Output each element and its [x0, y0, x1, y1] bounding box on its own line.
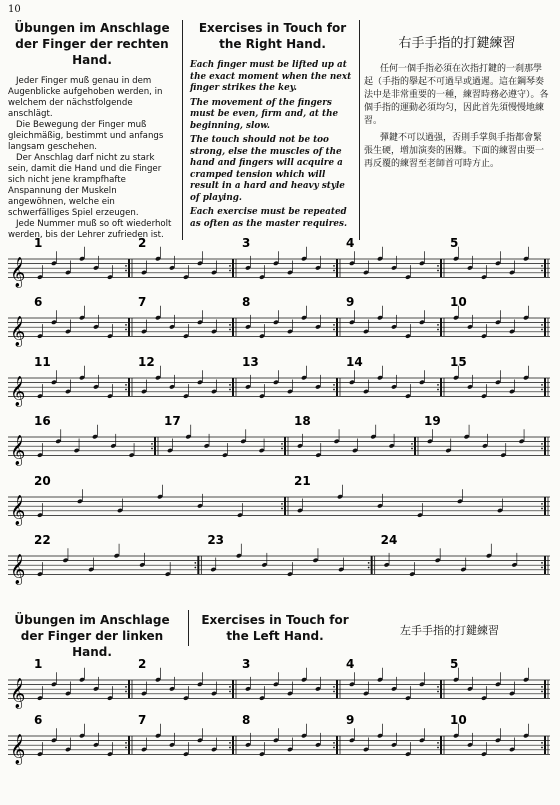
repeat-dot: [541, 508, 543, 510]
exercise-number: 2: [138, 236, 147, 250]
repeat-dot: [125, 389, 127, 391]
exercise-number: 22: [34, 533, 51, 547]
repeat-dot: [333, 742, 335, 744]
treble-clef-icon: 𝄞: [10, 257, 26, 288]
exercise-number: 8: [242, 295, 251, 309]
treble-clef-icon: 𝄞: [10, 435, 26, 466]
exercise-number: 5: [450, 657, 459, 671]
exercise-number: 6: [34, 295, 43, 309]
exercise-number: 2: [138, 657, 147, 671]
repeat-dot: [125, 384, 127, 386]
treble-clef-icon: 𝄞: [10, 554, 26, 585]
exercise-number: 20: [34, 474, 51, 488]
repeat-dot: [151, 443, 153, 445]
repeat-dot: [333, 686, 335, 688]
exercise-number: 9: [346, 713, 355, 727]
repeat-dot: [125, 747, 127, 749]
treble-clef-icon: 𝄞: [10, 376, 26, 407]
exercise-number: 3: [242, 236, 251, 250]
treble-clef-icon: 𝄞: [10, 734, 26, 765]
exercise-number: 7: [138, 295, 147, 309]
repeat-dot: [229, 324, 231, 326]
repeat-dot: [541, 747, 543, 749]
repeat-dot: [541, 686, 543, 688]
exercise-number: 24: [380, 533, 398, 547]
repeat-dot: [368, 562, 370, 564]
repeat-dot: [281, 503, 283, 505]
repeat-dot: [541, 742, 543, 744]
exercise-number: 9: [346, 295, 355, 309]
repeat-dot: [541, 562, 543, 564]
repeat-dot: [194, 562, 196, 564]
exercise-number: 14: [346, 355, 363, 369]
repeat-dot: [437, 742, 439, 744]
repeat-dot: [411, 448, 413, 450]
exercise-number: 23: [207, 533, 225, 547]
repeat-dot: [229, 389, 231, 391]
heading-english-left: Exercises in Touch for the Left Hand.: [201, 613, 349, 643]
repeat-dot: [333, 324, 335, 326]
exercise-number: 13: [242, 355, 259, 369]
english-paragraph: The movement of the fingers must be even, firm and, at the beginning, slow.: [190, 97, 339, 131]
repeat-dot: [229, 265, 231, 267]
german-paragraph: Jeder Finger muß genau in dem Augenblicke aufgehoben werden, in welchem der nächstfolgende anschlägt.: [8, 76, 163, 119]
page-number: 10: [8, 4, 21, 15]
repeat-dot: [333, 389, 335, 391]
repeat-dot: [437, 686, 439, 688]
repeat-dot: [229, 329, 231, 331]
exercise-number: 1: [34, 236, 43, 250]
repeat-dot: [229, 691, 231, 693]
repeat-dot: [125, 324, 127, 326]
repeat-dot: [437, 270, 439, 272]
repeat-dot: [333, 691, 335, 693]
exercise-number: 8: [242, 713, 251, 727]
exercise-number: 16: [34, 414, 51, 428]
repeat-dot: [229, 384, 231, 386]
repeat-dot: [229, 270, 231, 272]
repeat-dot: [281, 508, 283, 510]
exercise-number: 12: [138, 355, 155, 369]
chinese-paragraph: 任何一個手指必須在次指打鍵的一刹那學起（手指的擧起不可過早或過遲。這在鋼琴奏法中是非常重要的一種，練習時務必遵守）。各個手指的運動必須均匀，因此首先須慢慢地練習。: [364, 64, 549, 126]
exercise-number: 15: [450, 355, 467, 369]
repeat-dot: [541, 389, 543, 391]
chinese-paragraph: 彈鍵不可以過强，否則手掌與手指都會緊張生硬，增加演奏的困難。下面的練習由要一再反覆的練習至老師首可時方止。: [364, 133, 545, 169]
english-paragraph: Each finger must be lifted up at the exact moment when the next finger strikes the key.: [190, 60, 352, 93]
exercise-number: 11: [34, 355, 51, 369]
exercise-number: 10: [450, 295, 467, 309]
heading-german-right: Übungen im Anschlage der Finger der rechten Hand.: [14, 21, 170, 67]
exercise-number: 18: [294, 414, 311, 428]
repeat-dot: [333, 384, 335, 386]
exercise-number: 21: [294, 474, 311, 488]
german-paragraph: Die Bewegung der Finger muß gleichmäßig, bestimmt und anfangs langsam geschehen.: [8, 120, 164, 152]
repeat-dot: [437, 384, 439, 386]
exercise-number: 10: [450, 713, 467, 727]
repeat-dot: [333, 329, 335, 331]
treble-clef-icon: 𝄞: [10, 678, 26, 709]
repeat-dot: [229, 747, 231, 749]
exercise-number: 1: [34, 657, 43, 671]
english-paragraph: The touch should not be too strong, else the muscles of the hand and fingers will acquire a cramped tension which will result in a hard and heavy style of playing.: [190, 135, 345, 203]
heading-german-left: Übungen im Anschlage der Finger der linken Hand.: [14, 613, 170, 659]
repeat-dot: [281, 448, 283, 450]
exercise-number: 6: [34, 713, 43, 727]
repeat-dot: [541, 448, 543, 450]
repeat-dot: [541, 567, 543, 569]
repeat-dot: [541, 324, 543, 326]
repeat-dot: [125, 691, 127, 693]
heading-chinese-right: 右手手指的打鍵練習: [398, 36, 516, 51]
treble-clef-icon: 𝄞: [10, 316, 26, 347]
repeat-dot: [125, 270, 127, 272]
repeat-dot: [541, 270, 543, 272]
repeat-dot: [437, 329, 439, 331]
repeat-dot: [333, 747, 335, 749]
repeat-dot: [281, 443, 283, 445]
english-paragraph: Each exercise must be repeated as often as the master requires.: [190, 207, 348, 229]
exercise-number: 4: [346, 657, 355, 671]
repeat-dot: [194, 567, 196, 569]
repeat-dot: [437, 747, 439, 749]
heading-english-right: Exercises in Touch for the Right Hand.: [198, 21, 347, 51]
repeat-dot: [333, 270, 335, 272]
repeat-dot: [125, 329, 127, 331]
repeat-dot: [125, 742, 127, 744]
german-paragraph: Der Anschlag darf nicht zu stark sein, damit die Hand und die Finger sich nicht jene krampfhafte Anspannung der Muskeln angewöhnen, welche ein schwerfälliges Spiel erzeugen.: [8, 153, 162, 218]
exercise-number: 7: [138, 713, 147, 727]
repeat-dot: [541, 443, 543, 445]
exercise-number: 4: [346, 236, 355, 250]
exercise-number: 5: [450, 236, 459, 250]
repeat-dot: [541, 503, 543, 505]
repeat-dot: [541, 265, 543, 267]
repeat-dot: [437, 324, 439, 326]
repeat-dot: [151, 448, 153, 450]
repeat-dot: [125, 265, 127, 267]
exercise-number: 19: [424, 414, 441, 428]
exercise-number: 3: [242, 657, 251, 671]
repeat-dot: [541, 384, 543, 386]
repeat-dot: [333, 265, 335, 267]
repeat-dot: [541, 329, 543, 331]
treble-clef-icon: 𝄞: [10, 495, 26, 526]
repeat-dot: [368, 567, 370, 569]
repeat-dot: [229, 742, 231, 744]
heading-chinese-left: 左手手指的打鍵練習: [400, 624, 499, 637]
repeat-dot: [229, 686, 231, 688]
repeat-dot: [437, 389, 439, 391]
german-paragraph: Jede Nummer muß so oft wiederholt werden, bis der Lehrer zufrieden ist.: [8, 219, 172, 240]
exercise-number: 17: [164, 414, 181, 428]
repeat-dot: [437, 265, 439, 267]
repeat-dot: [541, 691, 543, 693]
repeat-dot: [437, 691, 439, 693]
repeat-dot: [125, 686, 127, 688]
repeat-dot: [411, 443, 413, 445]
